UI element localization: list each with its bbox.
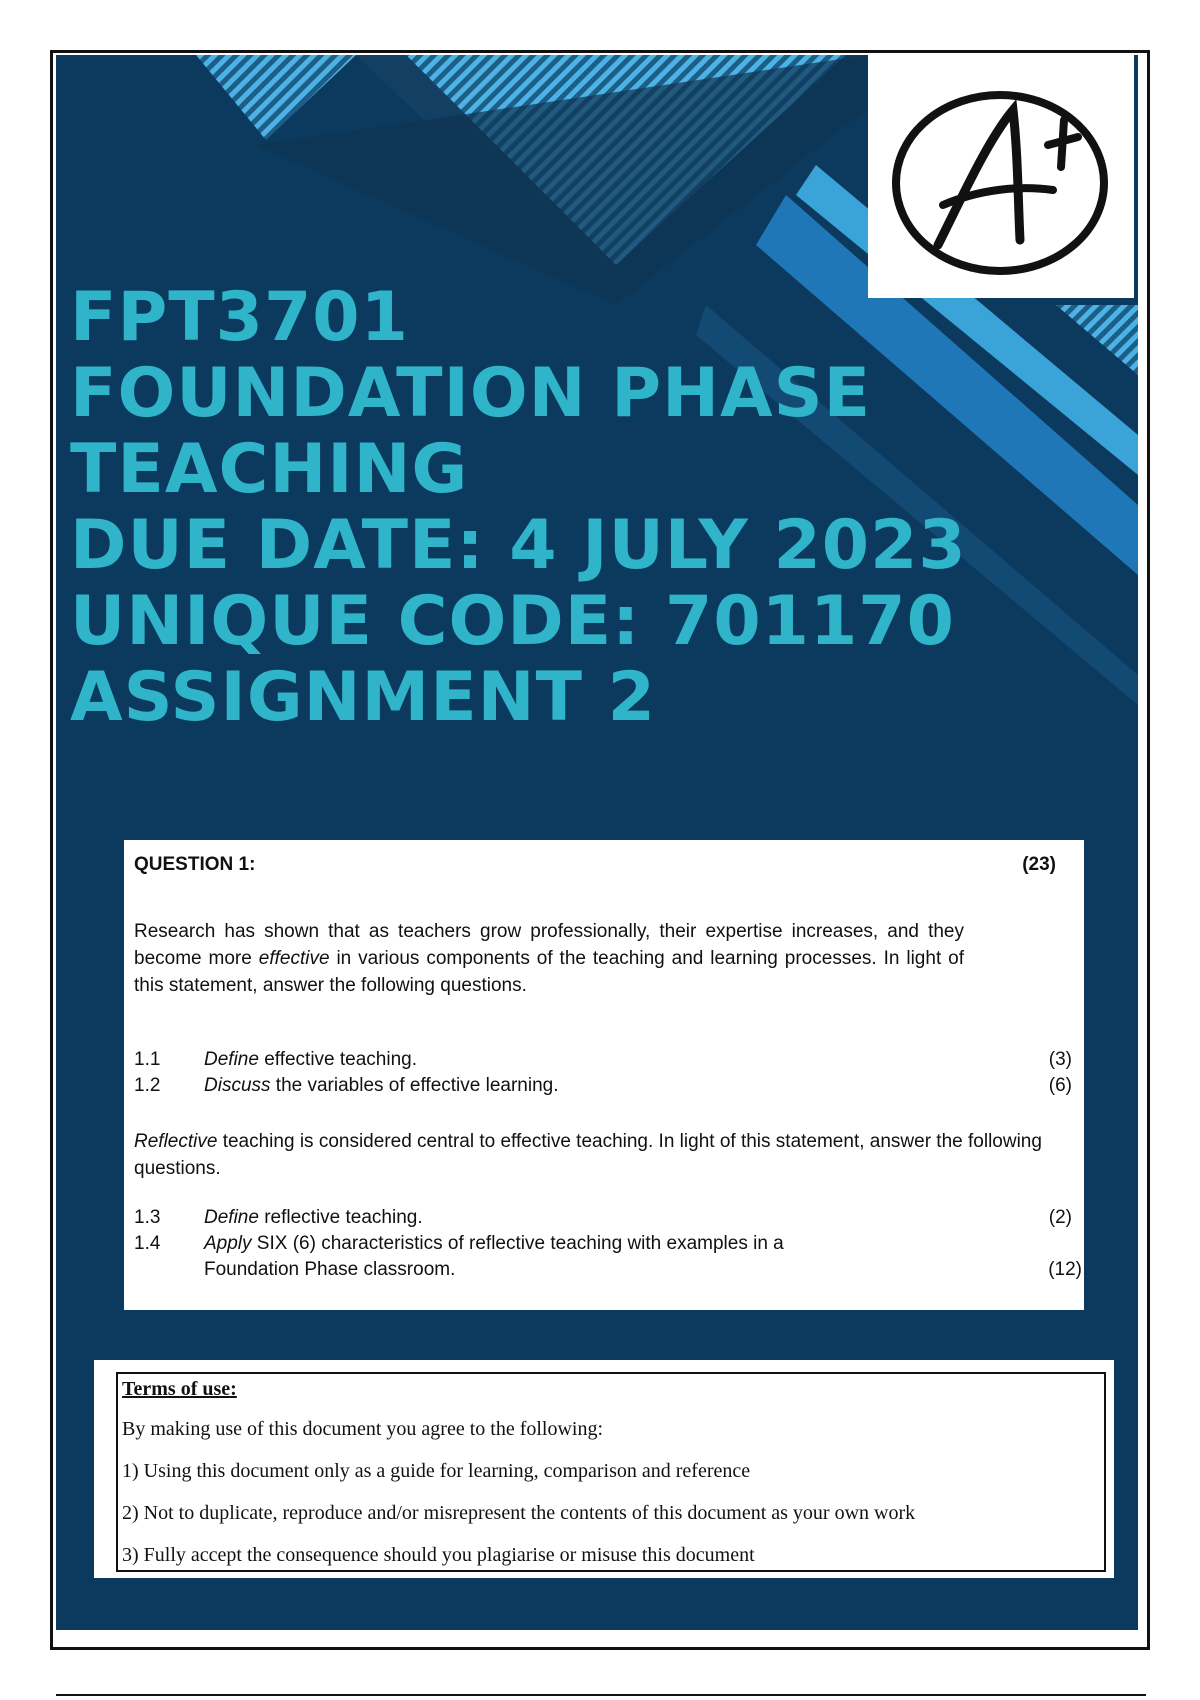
title-course-code: FPT3701: [70, 278, 409, 357]
terms-item-3: 3) Fully accept the consequence should you plagiarise or misuse this document: [122, 1544, 755, 1566]
terms-item-1: 1) Using this document only as a guide for learning, comparison and reference: [122, 1460, 751, 1482]
title-course-name-2: TEACHING: [70, 430, 469, 509]
question-item-1-4: 1.4 Apply SIX (6) characteristics of reflective teaching with examples in a: [134, 1233, 784, 1254]
question-reflective-intro: Reflective teaching is considered central to effective teaching. In light of this statement, answer the following questions.: [134, 1131, 1042, 1179]
terms-intro: By making use of this document you agree to the following:: [122, 1418, 604, 1440]
a-plus-logo: [868, 55, 1134, 298]
question-item-1-4-continued: Foundation Phase classroom. (12): [204, 1259, 1082, 1280]
title-course-name-1: FOUNDATION PHASE: [70, 354, 872, 433]
terms-heading: Terms of use:: [122, 1378, 237, 1400]
title-due-date: DUE DATE: 4 JULY 2023: [70, 506, 967, 585]
question-intro: Research has shown that as teachers grow professionally, their expertise increases, and they become more effective in various components of the teaching and learning processes. In light of this statement, answer the following questions.: [134, 921, 964, 996]
title-unique-code: UNIQUE CODE: 701170: [70, 582, 955, 661]
question-item-1-3: 1.3 Define reflective teaching. (2): [134, 1207, 1072, 1228]
question-item-1-1: 1.1 Define effective teaching. (3): [134, 1049, 1072, 1070]
question-heading: QUESTION 1:: [134, 854, 256, 875]
terms-of-use-box: [94, 1360, 1114, 1578]
bottom-divider: [56, 1694, 1146, 1696]
title-assignment: ASSIGNMENT 2: [70, 658, 656, 737]
question-item-1-2: 1.2 Discuss the variables of effective learning. (6): [134, 1075, 1072, 1096]
terms-of-use-border: [116, 1372, 1106, 1572]
cover-title: [70, 280, 1070, 736]
question-total-marks: (23): [1022, 854, 1056, 875]
a-plus-icon: [868, 55, 1134, 298]
question-card: [124, 840, 1084, 1310]
terms-item-2: 2) Not to duplicate, reproduce and/or misrepresent the contents of this document as your own work: [122, 1502, 916, 1524]
